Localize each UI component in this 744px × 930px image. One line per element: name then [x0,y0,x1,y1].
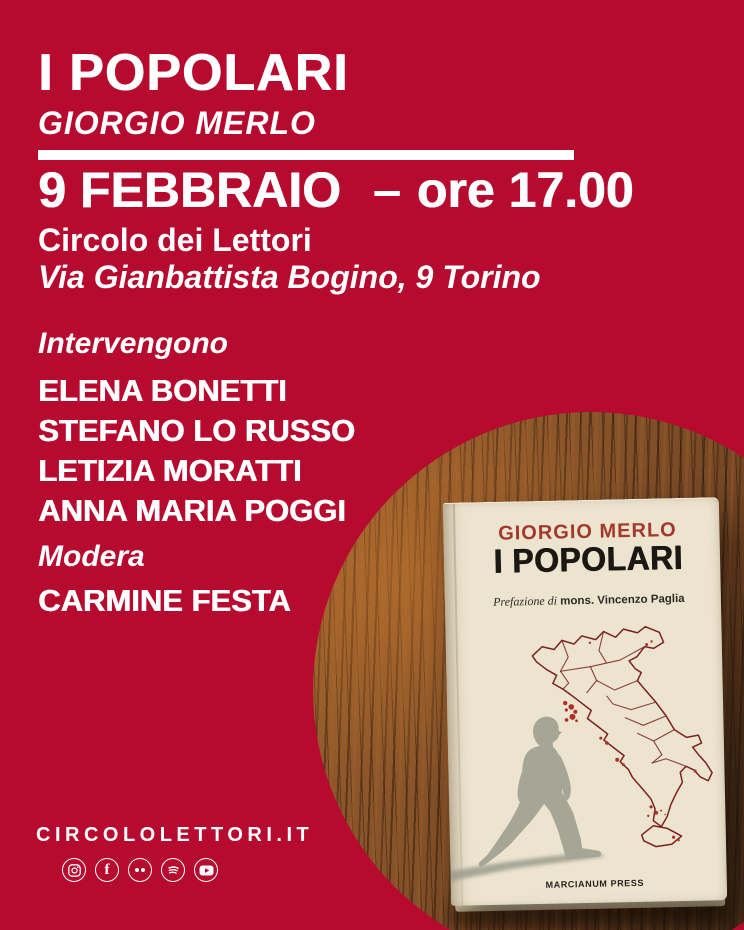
instagram-icon[interactable] [62,858,86,882]
flickr-icon[interactable] [128,858,152,882]
poster-title: I POPOLARI [38,44,349,102]
speaker-name: LETIZIA MORATTI [38,453,302,488]
event-date: 9 FEBBRAIO [38,162,341,218]
youtube-icon[interactable] [194,858,218,882]
book-preface-line [457,590,721,611]
website-link[interactable]: CIRCOLOLETTORI.IT [36,824,314,846]
preface-name: mons. Vincenzo Paglia [560,592,685,608]
event-time: ore 17.00 [416,162,634,218]
moderator-name: CARMINE FESTA [38,583,291,618]
facebook-icon[interactable]: f [95,858,119,882]
book-photo-circle [313,412,744,930]
book-cover-author: GIORGIO MERLO [497,519,677,545]
venue-address: Via Gianbattista Bogino, 9 Torino [38,259,541,295]
publisher-name: MARCIANUM PRESS [545,877,645,890]
divider-rule [38,150,574,160]
dash-separator: – [372,162,401,218]
book-cover-title: I POPOLARI [492,538,684,581]
speaker-name: ELENA BONETTI [38,373,287,408]
social-icons-row [62,858,218,882]
speaker-name: ANNA MARIA POGGI [38,493,346,528]
date-time-row [38,162,634,218]
poster-author: GIORGIO MERLO [38,105,316,141]
book-cover-image [443,497,727,906]
venue-name: Circolo dei Lettori [38,222,312,258]
speakers-label: Intervengono [38,327,229,360]
spotify-icon[interactable] [161,858,185,882]
book-front-cover [443,497,727,906]
preface-prefix: Prefazione di [492,593,558,609]
moderator-label: Modera [38,540,145,573]
speakers-list [38,371,355,531]
speaker-name: STEFANO LO RUSSO [38,413,355,448]
walking-man-illustration [443,712,625,891]
